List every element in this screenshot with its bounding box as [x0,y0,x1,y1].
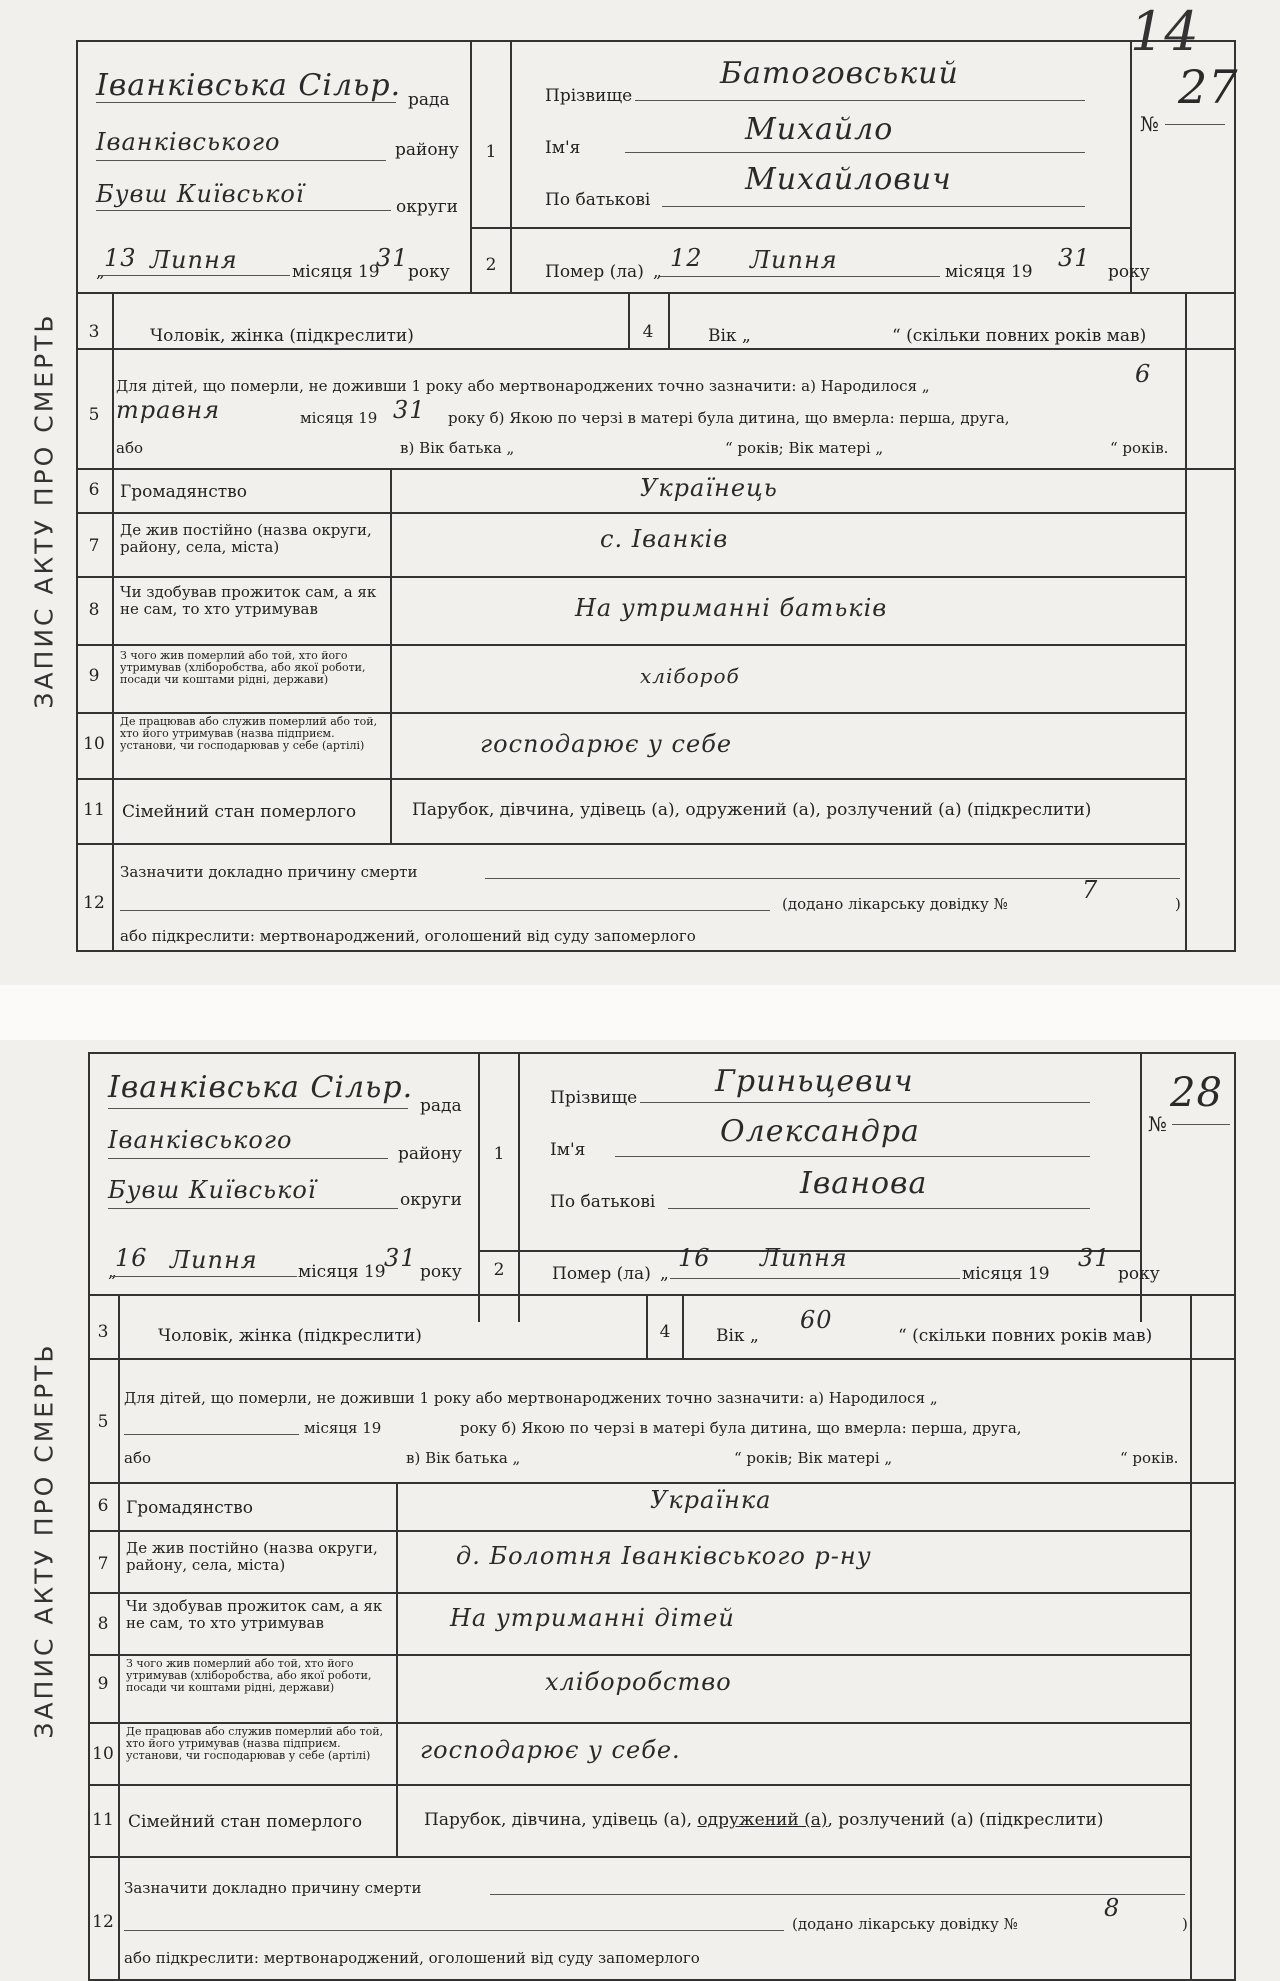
okruha-value: Бувш Київської [96,180,305,208]
record-date-year: 31 [376,244,409,272]
raion-label: району [398,1144,462,1164]
death-day: 12 [670,244,703,272]
side-label: ЗАПИС АКТУ ПРО СМЕРТЬ [29,311,59,709]
infant-line-3d: “ років. [1120,1449,1179,1467]
livelihood-value: На утриманні дітей [450,1604,735,1632]
workplace-label: Де працював або служив померлий або той, хто його утримував (назва підприєм. установи, чи господарював у себе (артілі) [126,1725,384,1762]
certificate-label: (додано лікарську довідку № [782,895,1008,913]
sex-label: Чоловік, жінка (підкреслити) [150,326,414,346]
livelihood-label: Чи здобував прожиток сам, а як не сам, то хто утримував [120,583,377,618]
occupation-value: хлібороб [640,664,740,688]
name-value: Олександра [720,1114,920,1149]
record-date-year: 31 [384,1244,417,1272]
age-value: 60 [800,1306,833,1334]
rada-value: Іванківська Сільр. [108,1070,414,1105]
workplace-label: Де працював або служив померлий або той, хто його утримував (назва підприєм. установи, чи господарював у себе (артілі) [120,715,378,752]
record-date-year-label: року [420,1262,462,1282]
livelihood-value: На утриманні батьків [575,594,888,622]
name-value: Михайло [745,112,894,147]
rada-label: рада [420,1096,462,1116]
patronymic-value: Іванова [800,1166,928,1201]
death-year: 31 [1078,1244,1111,1272]
residence-label: Де жив постійно (назва округи, району, села, міста) [126,1539,378,1574]
infant-line-3b: в) Вік батька „ [406,1449,521,1467]
marital-selected: одружений (а) [697,1810,828,1830]
death-month-label: місяця 19 [962,1264,1050,1284]
record-date-month-label: місяця 19 [298,1262,386,1282]
age-suffix: “ (скільки повних років мав) [898,1326,1153,1346]
side-label: ЗАПИС АКТУ ПРО СМЕРТЬ [29,1341,59,1739]
raion-value: Іванківського [96,128,281,156]
death-month-label: місяця 19 [945,262,1033,282]
record-date-year-label: року [408,262,450,282]
occupation-label: З чого жив померлий або той, хто його утримував (хліборобства, або якої роботи, посади чи коштами рідні, держави) [126,1657,372,1694]
record-date-month: Липня [170,1246,258,1274]
record-number-value: 28 [1170,1070,1223,1116]
citizenship-value: Українка [650,1486,772,1514]
stillborn-label: або підкреслити: мертвонароджений, оголошений від суду запомерлого [120,927,696,945]
record-date-month-label: місяця 19 [292,262,380,282]
surname-value: Гриньцевич [715,1064,914,1099]
death-year-label: року [1118,1264,1160,1284]
death-month: Липня [750,246,838,274]
death-month: Липня [760,1244,848,1272]
name-label: Ім'я [550,1140,586,1160]
record-number-value: 27 [1178,60,1239,114]
citizenship-label: Громадянство [120,482,247,502]
infant-line-2a: місяця 19 [300,409,378,427]
cause-label: Зазначити докладно причину смерти [120,863,418,881]
marital-label: Сімейний стан померлого [122,802,357,822]
record-number-label: № [1140,112,1159,136]
patronymic-label: По батькові [545,190,651,210]
certificate-number: 7 [1082,876,1099,904]
rada-label: рада [408,90,450,110]
infant-line-3c: “ років; Вік матері „ [734,1449,893,1467]
infant-line-3b: в) Вік батька „ [400,439,515,457]
born-month: травня [116,396,221,424]
infant-line-2a: місяця 19 [304,1419,382,1437]
age-suffix: “ (скільки повних років мав) [892,326,1147,346]
stillborn-label: або підкреслити: мертвонароджений, оголошений від суду запомерлого [124,1949,700,1967]
name-label: Ім'я [545,138,581,158]
raion-value: Іванківського [108,1126,293,1154]
record-date-month: Липня [150,246,238,274]
sex-label: Чоловік, жінка (підкреслити) [158,1326,422,1346]
marital-value: Парубок, дівчина, удівець (а), одружений (а), розлучений (а) (підкреслити) [412,800,1092,820]
infant-line-2b: року б) Якою по черзі в матері була дитина, що вмерла: перша, друга, [460,1419,1022,1437]
death-record-form-1: ЗАПИС АКТУ ПРО СМЕРТЬ Іванківська Сільр. рада Іванківського району Бувш Київської округи „ 13 Липня місяця 19 31 року 14 № 27 1 Прізвище Батоговський Ім'я Михайло По батькові Михайлович 2 Помер (ла) „ 12 Липня місяця 19 31 року 3 Чоловік, жінка (підкреслити) 4 Вік „ “ (скільки повних років мав) 5 Для дітей, що померли, не доживши 1 року або мертвонароджених точно зазначити: а) Народилося „ 6 травня місяця 19 31 року б) Якою по черзі в матері була дитина, що вмерла: перша, друга, або в) Вік батька „ “ років; Вік матері „ “ років. 6 Громадянство Українець 7 Де жив постійно (назва округи, району, села, міста) с. Іванків 8 Чи здобував прожиток сам, а як не сам, то хто утримував На утриманні батьків 9 З чого жив померлий або той, хто його утримував (хліборобства, або якої роботи, посади чи коштами рідні, держави) хлібороб 10 Де працював або служив померлий або той, хто його утримував (назва підприєм. установи, чи господарював у себе (артілі) господарює у себе 11 Сімейний стан померлого Парубок, дівчина, удівець (а), одружений (а), розлучений (а) (підкреслити) 12 Зазначити докладно причину смерти (додано лікарську довідку № 7 ) або підкреслити: мертвонароджений, оголошений від суду запомерлого [0,0,1280,985]
okruha-label: округи [400,1190,462,1210]
infant-line-3d: “ років. [1110,439,1169,457]
page-gap [0,985,1280,1040]
residence-value: с. Іванків [600,525,729,553]
infant-line-2b: року б) Якою по черзі в матері була дитина, що вмерла: перша, друга, [448,409,1010,427]
age-label: Вік „ [716,1326,759,1346]
citizenship-label: Громадянство [126,1498,253,1518]
livelihood-label: Чи здобував прожиток сам, а як не сам, то хто утримував [126,1597,383,1632]
death-day: 16 [678,1244,711,1272]
age-label: Вік „ [708,326,751,346]
surname-value: Батоговський [720,56,959,91]
marital-label: Сімейний стан померлого [128,1812,363,1832]
certificate-label: (додано лікарську довідку № [792,1915,1018,1933]
died-label: Помер (ла) [552,1264,651,1284]
record-date-day: 13 [104,244,137,272]
occupation-value: хліборобство [545,1668,732,1696]
okruha-value: Бувш Київської [108,1176,317,1204]
record-date-day: 16 [115,1244,148,1272]
born-day: 6 [1135,360,1152,388]
certificate-number: 8 [1104,1894,1121,1922]
born-year: 31 [393,396,426,424]
infant-line-1: Для дітей, що померли, не доживши 1 року або мертвонароджених точно зазначити: а) Народилося „ [124,1389,938,1407]
patronymic-value: Михайлович [745,162,952,197]
surname-label: Прізвище [545,86,633,106]
occupation-label: З чого жив померлий або той, хто його утримував (хліборобства, або якої роботи, посади чи коштами рідні, держави) [120,649,366,686]
infant-line-3a: або [116,439,144,457]
marital-value: Парубок, дівчина, удівець (а), одружений (а), розлучений (а) (підкреслити) [424,1810,1104,1830]
workplace-value: господарює у себе. [420,1736,681,1764]
okruha-label: округи [396,197,458,217]
death-record-form-2: ЗАПИС АКТУ ПРО СМЕРТЬ Іванківська Сільр. рада Іванківського району Бувш Київської округи „ 16 Липня місяця 19 31 року № 28 1 Прізвище Гриньцевич Ім'я Олександра По батькові Іванова 2 Помер (ла) „ 16 Липня місяця 19 31 року 3 Чоловік, жінка (підкреслити) 4 Вік „ 60 “ (скільки повних років мав) 5 Для дітей, що померли, не доживши 1 року або мертвонароджених точно зазначити: а) Народилося „ місяця 19 року б) Якою по черзі в матері була дитина, що вмерла: перша, друга, або в) Вік батька „ “ років; Вік матері „ “ років. 6 Громадянство Українка 7 Де жив постійно (назва округи, району, села, міста) д. Болотня Іванківського р-ну 8 Чи здобував прожиток сам, а як не сам, то хто утримував На утриманні дітей 9 З чого жив померлий або той, хто його утримував (хліборобства, або якої роботи, посади чи коштами рідні, держави) хліборобство 10 Де працював або служив померлий або той, хто його утримував (назва підприєм. установи, чи господарював у себе (артілі) господарює у себе. 11 Сімейний стан померлого Парубок, дівчина, удівець (а), одружений (а), розлучений (а) (підкреслити) 12 Зазначити докладно причину смерти (додано лікарську довідку № 8 ) або підкреслити: мертвонароджений, оголошений від суду запомерлого [0,1040,1280,1981]
workplace-value: господарює у себе [480,730,733,758]
raion-label: району [395,140,459,160]
death-year-label: року [1108,262,1150,282]
cause-label: Зазначити докладно причину смерти [124,1879,422,1897]
infant-line-1: Для дітей, що померли, не доживши 1 року або мертвонароджених точно зазначити: а) Народилося „ [116,377,930,395]
died-label: Помер (ла) [545,262,644,282]
corner-mark: 14 [1130,0,1199,63]
infant-line-3a: або [124,1449,152,1467]
surname-label: Прізвище [550,1088,638,1108]
record-number-label: № [1148,1112,1167,1136]
citizenship-value: Українець [640,474,778,502]
residence-label: Де жив постійно (назва округи, району, села, міста) [120,521,372,556]
residence-value: д. Болотня Іванківського р-ну [456,1542,872,1570]
death-year: 31 [1058,244,1091,272]
infant-line-3c: “ років; Вік матері „ [725,439,884,457]
patronymic-label: По батькові [550,1192,656,1212]
rada-value: Іванківська Сільр. [96,68,402,103]
